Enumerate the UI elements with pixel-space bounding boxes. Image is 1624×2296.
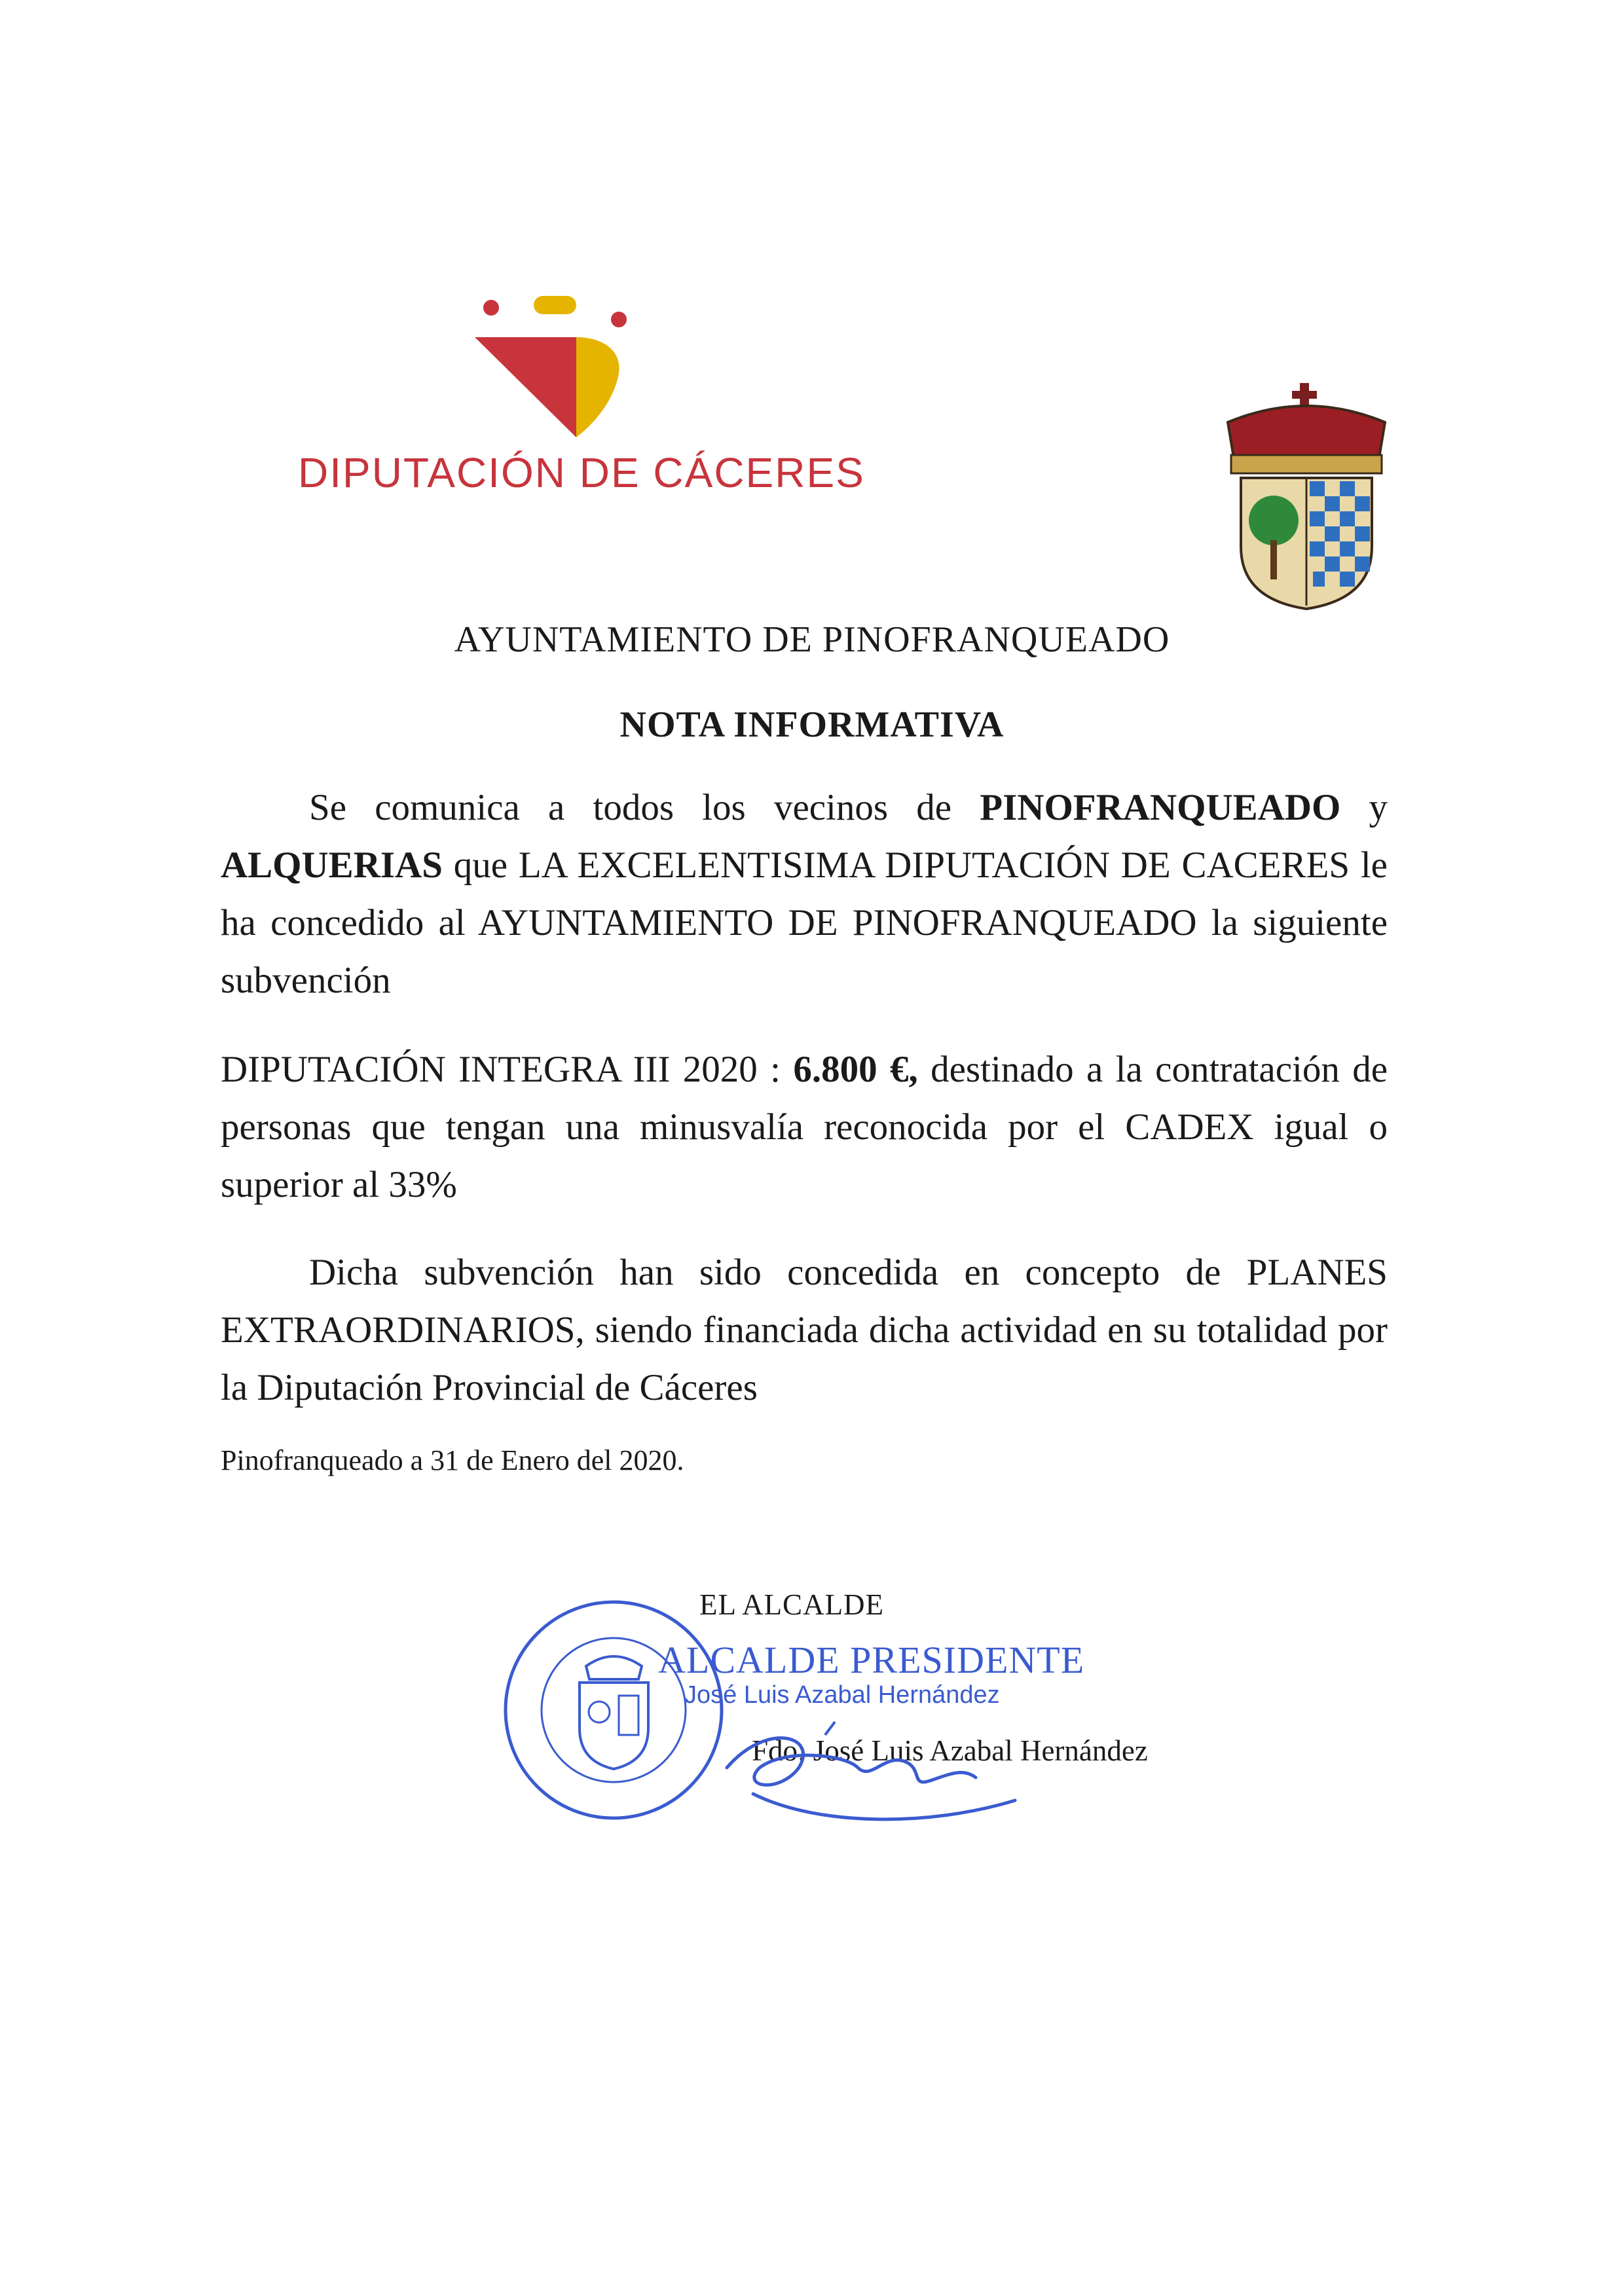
diputacion-logo-text: DIPUTACIÓN DE CÁCERES [298, 449, 865, 496]
handwritten-signature-icon [714, 1696, 1054, 1846]
coat-of-arms-icon [1215, 383, 1398, 615]
p1-bold-alquerias: ALQUERIAS [221, 845, 443, 886]
p2-bold-amount: 6.800 €, [793, 1049, 918, 1090]
signer-role: EL ALCALDE [699, 1588, 885, 1621]
paragraph-financing [221, 1244, 1388, 1417]
paragraph-announcement [221, 779, 1388, 1010]
stamp-name: José Luis Azabal Hernández [684, 1681, 1000, 1709]
p1-text-2: y [1340, 787, 1388, 828]
paragraph-subsidy [221, 1041, 1388, 1214]
p1-bold-town: PINOFRANQUEADO [980, 787, 1341, 828]
municipal-seal-icon [501, 1597, 727, 1823]
p1-text-3: que LA EXCELENTISIMA DIPUTACIÓN DE CACERES le ha concedido al AYUNTAMIENTO DE PINOFRANQUEADO la siguiente subvención [221, 845, 1388, 1001]
p2-text-2: destinado a la contratación de personas que tengan una minusvalía reconocida por el CADEX igual o superior al 33% [221, 1049, 1388, 1205]
p2-text-1: DIPUTACIÓN INTEGRA III 2020 : [221, 1049, 794, 1090]
diputacion-logo-icon [471, 288, 648, 445]
p1-text-1: Se comunica a todos los vecinos de [309, 787, 980, 828]
date-line: Pinofranqueado a 31 de Enero del 2020. [221, 1444, 684, 1476]
municipality-title: AYUNTAMIENTO DE PINOFRANQUEADO [454, 619, 1170, 660]
p3-text: Dicha subvención han sido concedida en concepto de PLANES EXTRAORDINARIOS, siendo financiada dicha actividad en su totalidad por la Diputación Provincial de Cáceres [221, 1252, 1388, 1408]
document-title: NOTA INFORMATIVA [619, 704, 1005, 745]
signer-name: Fdo: José Luis Azabal Hernández [752, 1734, 1148, 1767]
stamp-title: ALCALDE PRESIDENTE [658, 1639, 1085, 1681]
